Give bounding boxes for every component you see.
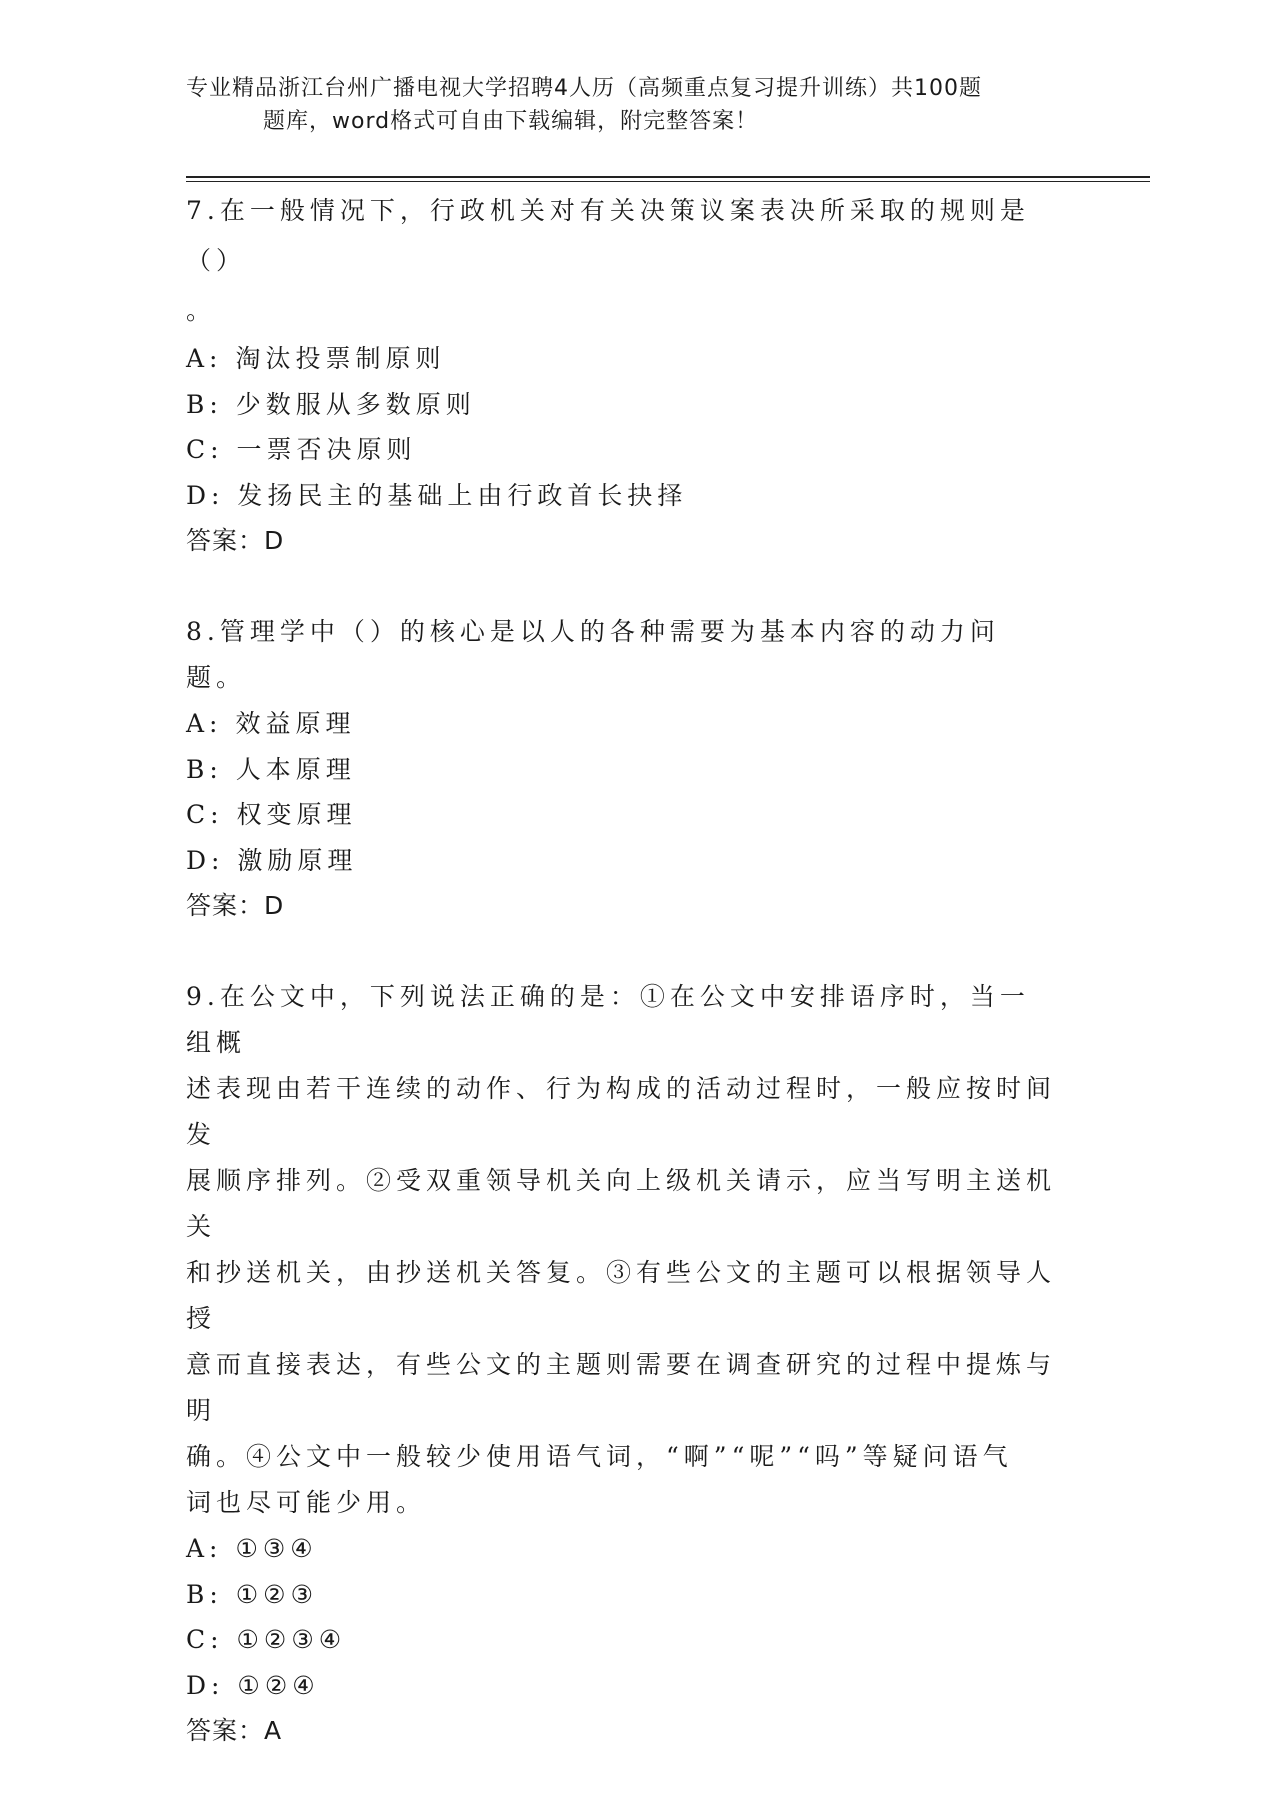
question-number: 8.: [186, 617, 220, 646]
option-b: B: 少数服从多数原则: [186, 389, 476, 419]
option-c: C: ①②③④: [186, 1625, 347, 1654]
option-d: D: 发扬民主的基础上由行政首长抉择: [186, 480, 688, 510]
option-d: D: ①②④: [186, 1670, 320, 1700]
answer-value: D: [264, 526, 285, 555]
header-rule-thin: [186, 181, 1150, 182]
question-number: 7.: [186, 196, 220, 225]
answer-value: A: [264, 1716, 283, 1745]
option-a: A: 淘汰投票制原则: [186, 344, 446, 373]
question-7: [186, 186, 1056, 564]
answer-line: 答案：D: [186, 891, 285, 920]
option-b: B: ①②③: [186, 1579, 318, 1609]
option-a: A: 效益原理: [186, 709, 356, 738]
option-d: D: 激励原理: [186, 845, 358, 875]
option-c: C: 权变原理: [186, 800, 357, 829]
header-line-1: 专业精品浙江台州广播电视大学招聘4人历（高频重点复习提升训练）共100题: [186, 76, 982, 101]
header-line-2: 题库，word格式可自由下载编辑，附完整答案！: [263, 109, 759, 134]
question-7-text: 7.在一般情况下，行政机关对有关决策议案表决所采取的规则是（） 。: [186, 196, 1030, 325]
option-c: C: 一票否决原则: [186, 435, 417, 464]
document-header: [186, 72, 1066, 138]
question-list: [186, 186, 1056, 1799]
answer-value: D: [264, 891, 285, 920]
option-b: B: 人本原理: [186, 754, 356, 784]
option-a: A: ①③④: [186, 1534, 318, 1563]
question-8: [186, 609, 1056, 929]
answer-line: 答案：D: [186, 526, 285, 555]
question-number: 9.: [186, 982, 220, 1011]
question-9-text: 9.在公文中，下列说法正确的是：①在公文中安排语序时，当一组概 述表现由若干连续的动作、行为构成的活动过程时，一般应按时间发 展顺序排列。②受双重领导机关向上级机关请示，应当写明主送机关 和抄送机关，由抄送机关答复。③有些公文的主题可以根据领导人授 意而直接表达，有些公文的主题则需要在调查研究的过程中提炼与明 确。④公文中一般较少使用语气词，“啊”“呢”“吗”等疑问语气 词也尽可能少用。: [186, 982, 1057, 1517]
question-8-text: 8.管理学中（）的核心是以人的各种需要为基本内容的动力问题。: [186, 617, 1000, 692]
answer-line: 答案：A: [186, 1716, 283, 1745]
header-rule-thick: [186, 176, 1150, 178]
question-9: [186, 974, 1056, 1754]
